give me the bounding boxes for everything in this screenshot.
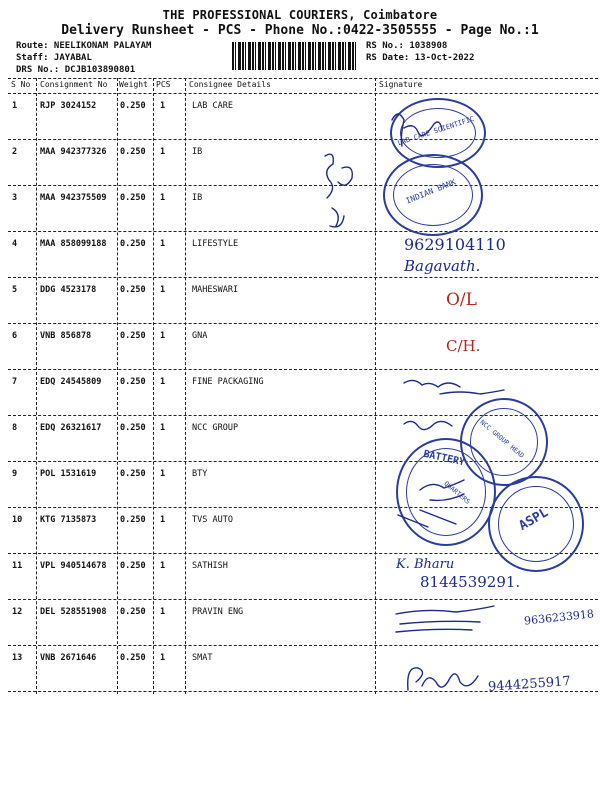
route-label: Route: NEELIKONAM PALAYAM [16,41,152,51]
row-consignment-no: VNB 2671646 [40,653,97,663]
row-consignment-no: POL 1531619 [40,469,97,479]
row-pcs: 1 [160,423,166,433]
row-weight: 0.250 [120,147,146,157]
row-weight: 0.250 [120,515,146,525]
rs-date: RS Date: 13-Oct-2022 [366,53,475,63]
row-consignee: FINE PACKAGING [192,377,264,387]
row-pcs: 1 [160,607,166,617]
signature-row13 [408,668,478,690]
handwritten-phone: 9629104110 [404,235,506,254]
runsheet-title: Delivery Runsheet - PCS - Phone No.:0422-3505555 - Page No.:1 [61,23,539,38]
row-consignee: TVS AUTO [192,515,233,525]
row-weight: 0.250 [120,285,146,295]
handwritten-name: Bagavath. [404,257,481,275]
handwritten-phone: 9636233918 [523,607,595,628]
row-sno: 3 [12,193,18,203]
row-pcs: 1 [160,561,166,571]
row-consignment-no: VNB 856878 [40,331,92,341]
row-consignment-no: MAA 858099188 [40,239,107,249]
row-pcs: 1 [160,193,166,203]
row-consignee: PRAVIN ENG [192,607,244,617]
ncc-group-stamp-text: NCC GROUP HEAD QUARTERS [442,418,526,506]
row-consignee: LIFESTYLE [192,239,239,249]
signature-row2 [325,154,352,198]
row-consignment-no: VPL 940514678 [40,561,107,571]
row-sno: 2 [12,147,18,157]
row-pcs: 1 [160,515,166,525]
row-pcs: 1 [160,285,166,295]
row-weight: 0.250 [120,469,146,479]
row-sno: 13 [12,653,23,663]
signature-row3 [330,208,344,227]
row-consignment-no: DEL 528551908 [40,607,107,617]
row-consignment-no: KTG 7135873 [40,515,97,525]
handwritten-mark: C/H. [446,337,481,355]
row-consignment-no: DDG 4523178 [40,285,97,295]
signature-row9 [420,480,464,500]
battery-stamp-text: BATTERY [422,448,466,469]
lab-care-stamp-text: LAB CARE SCIENTIFIC [396,114,476,148]
row-sno: 6 [12,331,18,341]
rs-number: RS No.: 1038908 [366,41,448,51]
row-pcs: 1 [160,147,166,157]
row-consignee: BTY [192,469,208,479]
row-sno: 11 [12,561,23,571]
aspl-stamp-text: ASPL [516,505,552,534]
row-weight: 0.250 [120,331,146,341]
row-pcs: 1 [160,331,166,341]
row-pcs: 1 [160,653,166,663]
row-sno: 4 [12,239,18,249]
row-consignee: IB [192,193,203,203]
row-pcs: 1 [160,239,166,249]
row-sno: 12 [12,607,23,617]
row-consignee: MAHESWARI [192,285,239,295]
col-header-consignment: Consignment No [40,80,108,89]
row-pcs: 1 [160,469,166,479]
row-consignee: LAB CARE [192,101,233,111]
company-title: THE PROFESSIONAL COURIERS, Coimbatore [162,8,438,22]
handwritten-phone: 8144539291. [420,573,521,591]
row-sno: 10 [12,515,23,525]
col-header-pcs: PCS [156,80,171,89]
signature-row1 [392,114,442,146]
row-pcs: 1 [160,101,166,111]
signature-row7 [404,380,504,394]
row-consignment-no: MAA 942375509 [40,193,107,203]
row-consignment-no: EDQ 26321617 [40,423,102,433]
row-sno: 1 [12,101,18,111]
row-consignment-no: EDQ 24545809 [40,377,102,387]
row-weight: 0.250 [120,653,146,663]
handwritten-name: K. Bharu [396,557,455,572]
row-consignee: NCC GROUP [192,423,239,433]
row-consignment-no: MAA 942377326 [40,147,107,157]
row-sno: 8 [12,423,18,433]
row-consignee: GNA [192,331,208,341]
row-weight: 0.250 [120,193,146,203]
row-weight: 0.250 [120,239,146,249]
row-weight: 0.250 [120,101,146,111]
staff-label: Staff: JAYABAL [16,53,92,63]
drs-label: DRS No.: DCJB103890801 [16,65,136,75]
indian-bank-stamp-text: INDIAN BANK [404,177,458,206]
row-sno: 5 [12,285,18,295]
row-consignee: IB [192,147,203,157]
row-weight: 0.250 [120,423,146,433]
row-sno: 9 [12,469,18,479]
row-consignee: SMAT [192,653,213,663]
row-sno: 7 [12,377,18,387]
row-pcs: 1 [160,377,166,387]
row-weight: 0.250 [120,561,146,571]
signature-row8 [404,421,452,429]
handwritten-mark: O/L [446,290,477,310]
signature-row10 [398,510,456,527]
handwritten-phone: 9444255917 [487,674,572,695]
row-weight: 0.250 [120,377,146,387]
row-consignment-no: RJP 3024152 [40,101,97,111]
col-header-weight: Weight [119,80,148,89]
signature-row12 [396,606,494,632]
col-header-consignee: Consignee Details [189,80,271,89]
col-header-signature: Signature [379,80,423,89]
row-weight: 0.250 [120,607,146,617]
col-header-sno: S No [11,80,31,89]
row-consignee: SATHISH [192,561,228,571]
